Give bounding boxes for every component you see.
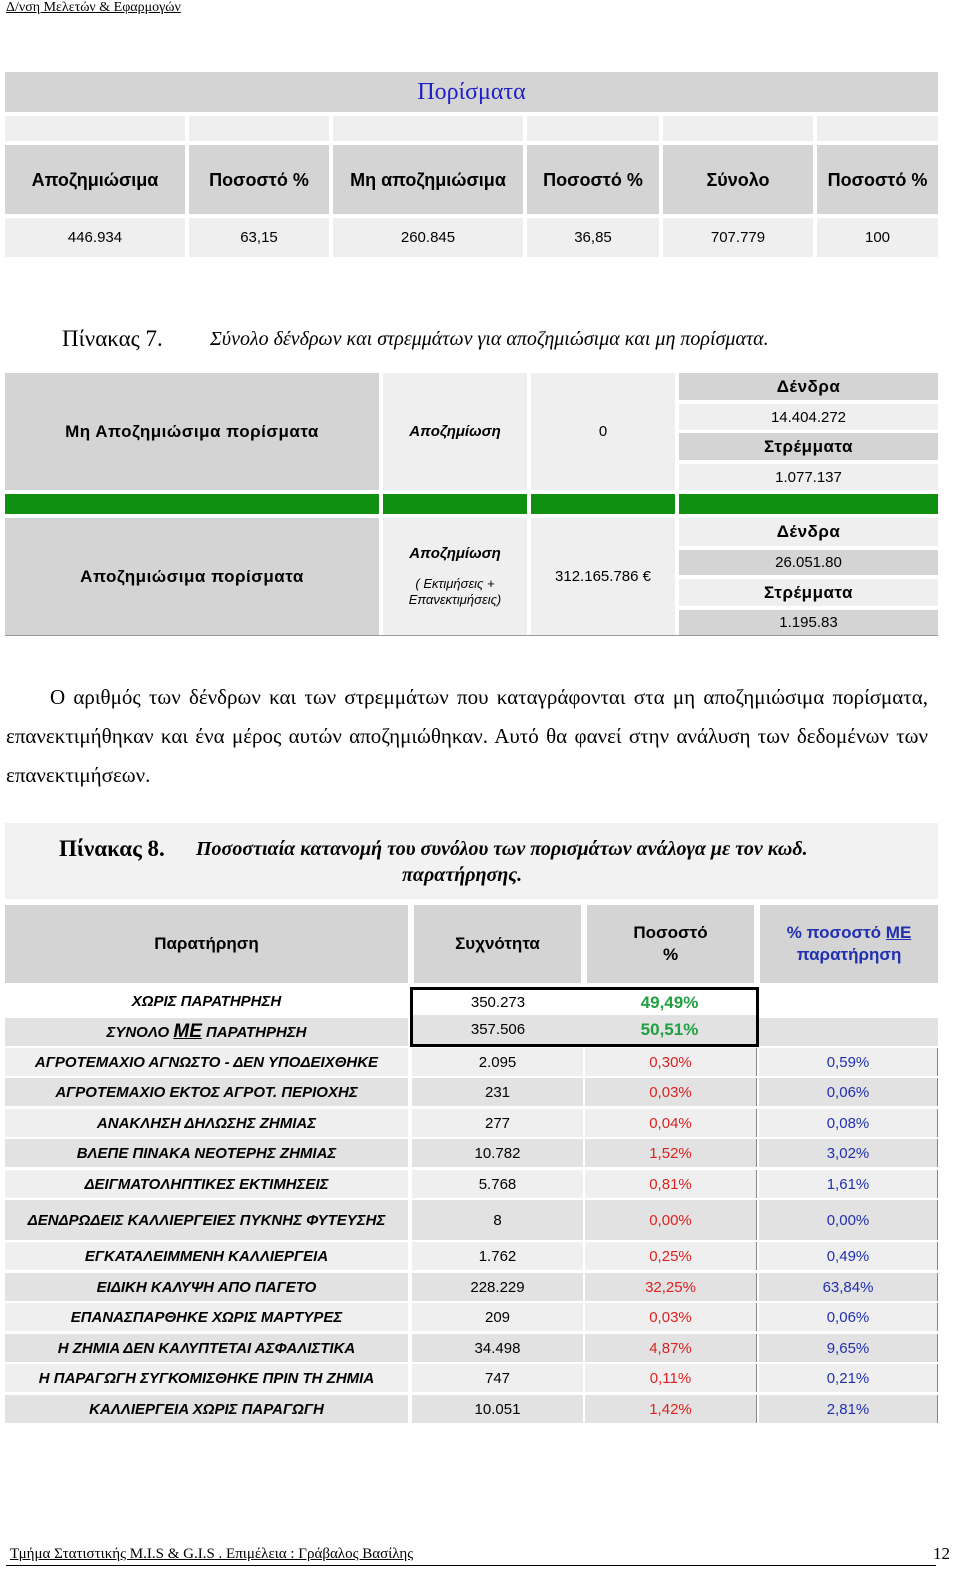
row-observation: ΒΛΕΠΕ ΠΙΝΑΚΑ ΝΕΟΤΕΡΗΣ ΖΗΜΙΑΣ [5, 1139, 408, 1167]
spacer-cell [663, 116, 813, 141]
row-percent: 0,25% [585, 1242, 757, 1270]
row-percent: 1,42% [585, 1395, 757, 1423]
compensation-cell [383, 518, 527, 635]
row-frequency: 10.051 [412, 1395, 583, 1423]
row-frequency: 34.498 [412, 1334, 583, 1362]
table1-value: 100 [817, 218, 938, 257]
row-percent: 0,11% [585, 1364, 757, 1392]
row-percent: 0,03% [585, 1078, 757, 1106]
green-divider [531, 494, 675, 514]
row-frequency: 231 [412, 1078, 583, 1106]
row-frequency: 2.095 [412, 1048, 583, 1076]
table1-value: 446.934 [5, 218, 185, 257]
compensation-label: Αποζημίωση [409, 545, 501, 562]
payable-label-cell [5, 518, 379, 635]
compensation-cell [383, 373, 527, 490]
row-frequency: 277 [412, 1109, 583, 1137]
row-percent: 0,03% [585, 1303, 757, 1331]
row-percent-with-obs: 0,49% [759, 1242, 938, 1270]
row-without-freq: 350.273 [410, 987, 583, 1015]
row-percent-with-obs: 0,59% [759, 1048, 938, 1076]
table1-header: Μη αποζημιώσιμα [333, 145, 523, 214]
row-observation: Η ΖΗΜΙΑ ΔΕΝ ΚΑΛΥΠΤΕΤΑΙ ΑΣΦΑΛΙΣΤΙΚΑ [5, 1334, 408, 1362]
row-total-name-b: ΜΕ [173, 1021, 202, 1042]
document-footer: Τμήμα Στατιστικής M.I.S & G.I.S . Επιμέλεια : Γράβαλος Βασίλης [10, 1546, 414, 1562]
row-observation: ΔΕΙΓΜΑΤΟΛΗΠΤΙΚΕΣ ΕΚΤΙΜΗΣΕΙΣ [5, 1170, 408, 1198]
row-frequency: 747 [412, 1364, 583, 1392]
row-frequency: 10.782 [412, 1139, 583, 1167]
row-percent: 4,87% [585, 1334, 757, 1362]
table8-caption-text: Ποσοστιαία κατανομή του συνόλου των πορισμάτων ανάλογα με τον κωδ. [196, 838, 808, 860]
row-percent: 0,30% [585, 1048, 757, 1076]
spacer-cell [5, 116, 185, 141]
row-percent-with-obs: 2,81% [759, 1395, 938, 1423]
spacer-cell [817, 116, 938, 141]
row-frequency: 8 [412, 1200, 583, 1240]
acres-value: 1.195.83 [679, 610, 938, 635]
row-percent: 0,04% [585, 1109, 757, 1137]
row-percent: 0,81% [585, 1170, 757, 1198]
spacer-cell [333, 116, 523, 141]
row-percent-with-obs: 63,84% [759, 1273, 938, 1301]
row-total-name-a: ΣΥΝΟΛΟ [106, 1024, 174, 1041]
acres-label: Στρέμματα [679, 433, 938, 460]
green-divider [679, 494, 938, 514]
table8-caption-text-cont: παρατήρησης. [402, 864, 523, 886]
table1-title: Πορίσματα [417, 78, 526, 105]
row-percent-with-obs: 3,02% [759, 1139, 938, 1167]
table1-value: 63,15 [189, 218, 329, 257]
body-paragraph: Ο αριθμός των δένδρων και των στρεμμάτων που καταγράφονται στα μη αποζημιώσιμα πορίσματα, επανεκτιμήθηκαν και ένα μέρος αυτών αποζημιώθηκαν. Αυτό θα φανεί στην ανάλυση των δεδομένων των επανεκτιμήσεων. [6, 685, 928, 787]
table1-value: 36,85 [527, 218, 659, 257]
row-percent: 32,25% [585, 1273, 757, 1301]
amount-cell [531, 518, 675, 635]
table7-caption-number: Πίνακας 7. [62, 326, 163, 351]
table-bottom-rule [5, 635, 938, 636]
trees-label: Δένδρα [679, 373, 938, 400]
row-percent-with-obs: 9,65% [759, 1334, 938, 1362]
acres-label: Στρέμματα [679, 579, 938, 606]
row-without-pct: 49,49% [583, 987, 759, 1015]
row-frequency: 209 [412, 1303, 583, 1331]
row-frequency: 5.768 [412, 1170, 583, 1198]
header-pme-c: παρατήρηση [796, 945, 902, 964]
trees-label: Δένδρα [679, 518, 938, 546]
table8-caption-number: Πίνακας 8. [59, 836, 165, 861]
row-observation: ΕΠΑΝΑΣΠΑΡΘΗΚΕ ΧΩΡΙΣ ΜΑΡΤΥΡΕΣ [5, 1303, 408, 1331]
row-percent-with-obs: 0,21% [759, 1364, 938, 1392]
compensation-note: ( Εκτιμήσεις + Επανεκτιμήσεις) [408, 576, 502, 607]
row-total-freq: 357.506 [410, 1015, 583, 1047]
row-percent-with-obs: 0,08% [759, 1109, 938, 1137]
nonpayable-label-cell [5, 373, 379, 490]
page-number: 12 [933, 1544, 950, 1563]
row-percent-with-obs: 0,00% [759, 1200, 938, 1240]
header-percent-with-obs [760, 905, 938, 983]
row-frequency: 1.762 [412, 1242, 583, 1270]
row-observation: Η ΠΑΡΑΓΩΓΗ ΣΥΓΚΟΜΙΣΘΗΚΕ ΠΡΙΝ ΤΗ ΖΗΜΙΑ [5, 1364, 408, 1392]
table1-header: Αποζημιώσιμα [5, 145, 185, 214]
row-observation: ΚΑΛΛΙΕΡΓΕΙΑ ΧΩΡΙΣ ΠΑΡΑΓΩΓΗ [5, 1395, 408, 1423]
header-percent-text: Ποσοστό % [633, 923, 708, 964]
spacer-cell [189, 116, 329, 141]
trees-value: 26.051.80 [679, 550, 938, 575]
row-observation: ΔΕΝΔΡΩΔΕΙΣ ΚΑΛΛΙΕΡΓΕΙΕΣ ΠΥΚΝΗΣ ΦΥΤΕΥΣΗΣ [5, 1200, 408, 1240]
row-observation: ΑΓΡΟΤΕΜΑΧΙΟ ΕΚΤΟΣ ΑΓΡΟΤ. ΠΕΡΙΟΧΗΣ [5, 1078, 408, 1106]
row-observation: ΑΝΑΚΛΗΣΗ ΔΗΛΩΣΗΣ ΖΗΜΙΑΣ [5, 1109, 408, 1137]
row-observation: ΕΓΚΑΤΑΛΕΙΜΜΕΝΗ ΚΑΛΛΙΕΡΓΕΙΑ [5, 1242, 408, 1270]
table1-header: Σύνολο [663, 145, 813, 214]
payable-label: Αποζημιώσιμα πορίσματα [80, 566, 304, 586]
header-percent [587, 905, 754, 983]
table7-caption-text: Σύνολο δένδρων και στρεμμάτων για αποζημιώσιμα και μη πορίσματα. [210, 328, 769, 350]
row-total-pct: 50,51% [583, 1015, 759, 1047]
table1-title-cell [5, 72, 938, 112]
trees-value: 14.404.272 [679, 404, 938, 430]
compensation-amount: 0 [598, 423, 608, 440]
row-percent: 1,52% [585, 1139, 757, 1167]
table1-value: 707.779 [663, 218, 813, 257]
row-without-name: ΧΩΡΙΣ ΠΑΡΑΤΗΡΗΣΗ [131, 992, 282, 1010]
footer-rule [6, 1565, 936, 1566]
table8-caption-box [5, 823, 938, 899]
acres-value: 1.077.137 [679, 464, 938, 490]
amount-cell [531, 373, 675, 490]
row-percent-with-obs: 1,61% [759, 1170, 938, 1198]
nonpayable-label: Μη Αποζημιώσιμα πορίσματα [65, 421, 319, 441]
header-observation: Παρατήρηση [5, 905, 408, 983]
table1-header: Ποσοστό % [527, 145, 659, 214]
spacer-cell [527, 116, 659, 141]
header-pme-b: ΜΕ [885, 923, 912, 942]
row-total-name [5, 1018, 408, 1046]
table1-header: Ποσοστό % [189, 145, 329, 214]
row-observation: ΕΙΔΙΚΗ ΚΑΛΥΨΗ ΑΠΟ ΠΑΓΕΤΟ [5, 1273, 408, 1301]
row-percent-with-obs: 0,06% [759, 1078, 938, 1106]
table1-value: 260.845 [333, 218, 523, 257]
row-total-name-c: ΠΑΡΑΤΗΡΗΣΗ [201, 1024, 307, 1041]
row-percent-with-obs: 0,06% [759, 1303, 938, 1331]
table1-header: Ποσοστό % [817, 145, 938, 214]
header-pme-a: % ποσοστό [786, 923, 886, 942]
row-frequency: 228.229 [412, 1273, 583, 1301]
header-frequency: Συχνότητα [414, 905, 581, 983]
row-observation: ΑΓΡΟΤΕΜΑΧΙΟ ΑΓΝΩΣΤΟ - ΔΕΝ ΥΠΟΔΕΙΧΘΗΚΕ [5, 1048, 408, 1076]
green-divider [5, 494, 379, 514]
compensation-label: Αποζημίωση [409, 423, 501, 440]
row-percent: 0,00% [585, 1200, 757, 1240]
document-header: Δ/νση Μελετών & Εφαρμογών [6, 0, 181, 15]
compensation-amount: 312.165.786 € [555, 568, 651, 585]
green-divider [383, 494, 527, 514]
row-total-empty [759, 1018, 938, 1046]
